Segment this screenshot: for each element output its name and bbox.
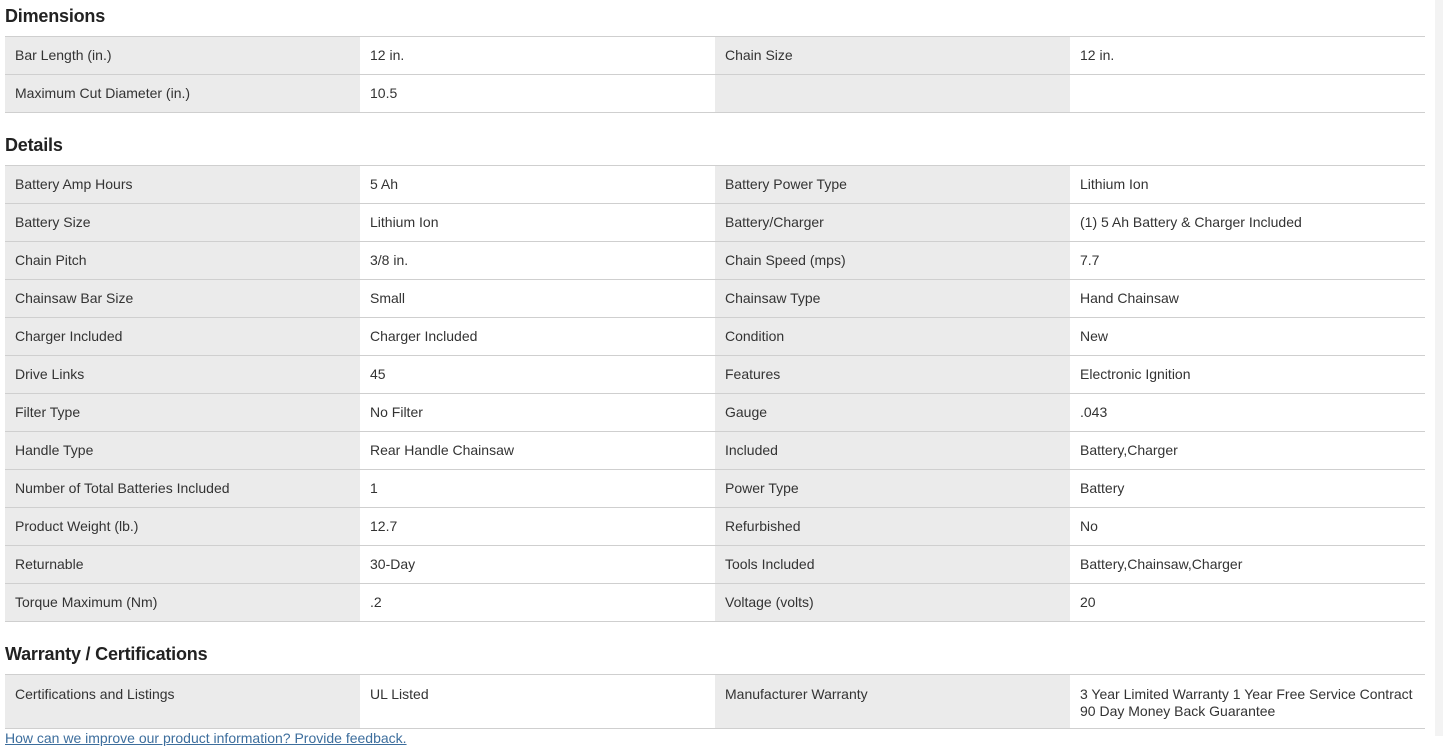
- spec-label: Power Type: [715, 470, 1070, 508]
- spec-label: Bar Length (in.): [5, 37, 360, 75]
- specifications-content: [5, 0, 1425, 729]
- spec-table: [5, 165, 1425, 622]
- spec-value: Hand Chainsaw: [1070, 280, 1425, 318]
- spec-value: .043: [1070, 394, 1425, 432]
- spec-label: Torque Maximum (Nm): [5, 584, 360, 622]
- spec-value: Lithium Ion: [360, 204, 715, 242]
- spec-label: Chainsaw Type: [715, 280, 1070, 318]
- feedback-link[interactable]: How can we improve our product information? Provide feedback.: [5, 730, 407, 746]
- spec-value: 1: [360, 470, 715, 508]
- spec-label: Filter Type: [5, 394, 360, 432]
- section-title: Details: [5, 135, 63, 155]
- page-scrollbar[interactable]: [1435, 0, 1443, 736]
- spec-label: Chain Size: [715, 37, 1070, 75]
- spec-label: Voltage (volts): [715, 584, 1070, 622]
- spec-row: [5, 470, 1425, 508]
- section-details: [5, 113, 1425, 622]
- spec-value: Small: [360, 280, 715, 318]
- spec-label: Product Weight (lb.): [5, 508, 360, 546]
- spec-value: 10.5: [360, 75, 715, 113]
- spec-value: Battery,Chainsaw,Charger: [1070, 546, 1425, 584]
- section-warranty-certifications: [5, 622, 1425, 729]
- spec-row: [5, 508, 1425, 546]
- spec-row: [5, 166, 1425, 204]
- spec-label: Condition: [715, 318, 1070, 356]
- spec-label: Battery Amp Hours: [5, 166, 360, 204]
- spec-value: 7.7: [1070, 242, 1425, 280]
- spec-value: No Filter: [360, 394, 715, 432]
- section-title: Dimensions: [5, 6, 106, 26]
- spec-row: [5, 280, 1425, 318]
- spec-value: .2: [360, 584, 715, 622]
- spec-value: Battery,Charger: [1070, 432, 1425, 470]
- spec-label: Battery Size: [5, 204, 360, 242]
- spec-label: Certifications and Listings: [5, 675, 360, 729]
- spec-label: Returnable: [5, 546, 360, 584]
- spec-label: Maximum Cut Diameter (in.): [5, 75, 360, 113]
- spec-label: Included: [715, 432, 1070, 470]
- spec-value: 12 in.: [1070, 37, 1425, 75]
- spec-value: Battery: [1070, 470, 1425, 508]
- spec-row: [5, 37, 1425, 75]
- spec-value: Electronic Ignition: [1070, 356, 1425, 394]
- spec-value: 20: [1070, 584, 1425, 622]
- spec-value: [1070, 75, 1425, 113]
- spec-label: Features: [715, 356, 1070, 394]
- spec-label: Tools Included: [715, 546, 1070, 584]
- spec-label: Chainsaw Bar Size: [5, 280, 360, 318]
- spec-value: Charger Included: [360, 318, 715, 356]
- spec-label: Chain Speed (mps): [715, 242, 1070, 280]
- spec-value: 5 Ah: [360, 166, 715, 204]
- spec-value: No: [1070, 508, 1425, 546]
- spec-value: 12.7: [360, 508, 715, 546]
- spec-label: [715, 75, 1070, 113]
- spec-row: [5, 675, 1425, 729]
- section-dimensions: [5, 0, 1425, 113]
- spec-value: 3/8 in.: [360, 242, 715, 280]
- spec-table: [5, 36, 1425, 113]
- spec-value: Lithium Ion: [1070, 166, 1425, 204]
- spec-label: Drive Links: [5, 356, 360, 394]
- spec-label: Battery Power Type: [715, 166, 1070, 204]
- spec-value: 3 Year Limited Warranty 1 Year Free Service Contract 90 Day Money Back Guarantee: [1070, 675, 1425, 729]
- spec-label: Number of Total Batteries Included: [5, 470, 360, 508]
- spec-value: Rear Handle Chainsaw: [360, 432, 715, 470]
- spec-row: [5, 318, 1425, 356]
- spec-value: UL Listed: [360, 675, 715, 729]
- spec-label: Gauge: [715, 394, 1070, 432]
- spec-row: [5, 584, 1425, 622]
- spec-row: [5, 546, 1425, 584]
- spec-row: [5, 356, 1425, 394]
- spec-label: Chain Pitch: [5, 242, 360, 280]
- section-title: Warranty / Certifications: [5, 644, 208, 664]
- spec-row: [5, 432, 1425, 470]
- spec-value: New: [1070, 318, 1425, 356]
- spec-value: 12 in.: [360, 37, 715, 75]
- spec-row: [5, 204, 1425, 242]
- spec-row: [5, 242, 1425, 280]
- spec-label: Refurbished: [715, 508, 1070, 546]
- spec-label: Battery/Charger: [715, 204, 1070, 242]
- spec-table: [5, 674, 1425, 729]
- spec-value: 30-Day: [360, 546, 715, 584]
- spec-label: Manufacturer Warranty: [715, 675, 1070, 729]
- spec-label: Charger Included: [5, 318, 360, 356]
- spec-row: [5, 394, 1425, 432]
- spec-value: 45: [360, 356, 715, 394]
- spec-value: (1) 5 Ah Battery & Charger Included: [1070, 204, 1425, 242]
- spec-row: [5, 75, 1425, 113]
- spec-label: Handle Type: [5, 432, 360, 470]
